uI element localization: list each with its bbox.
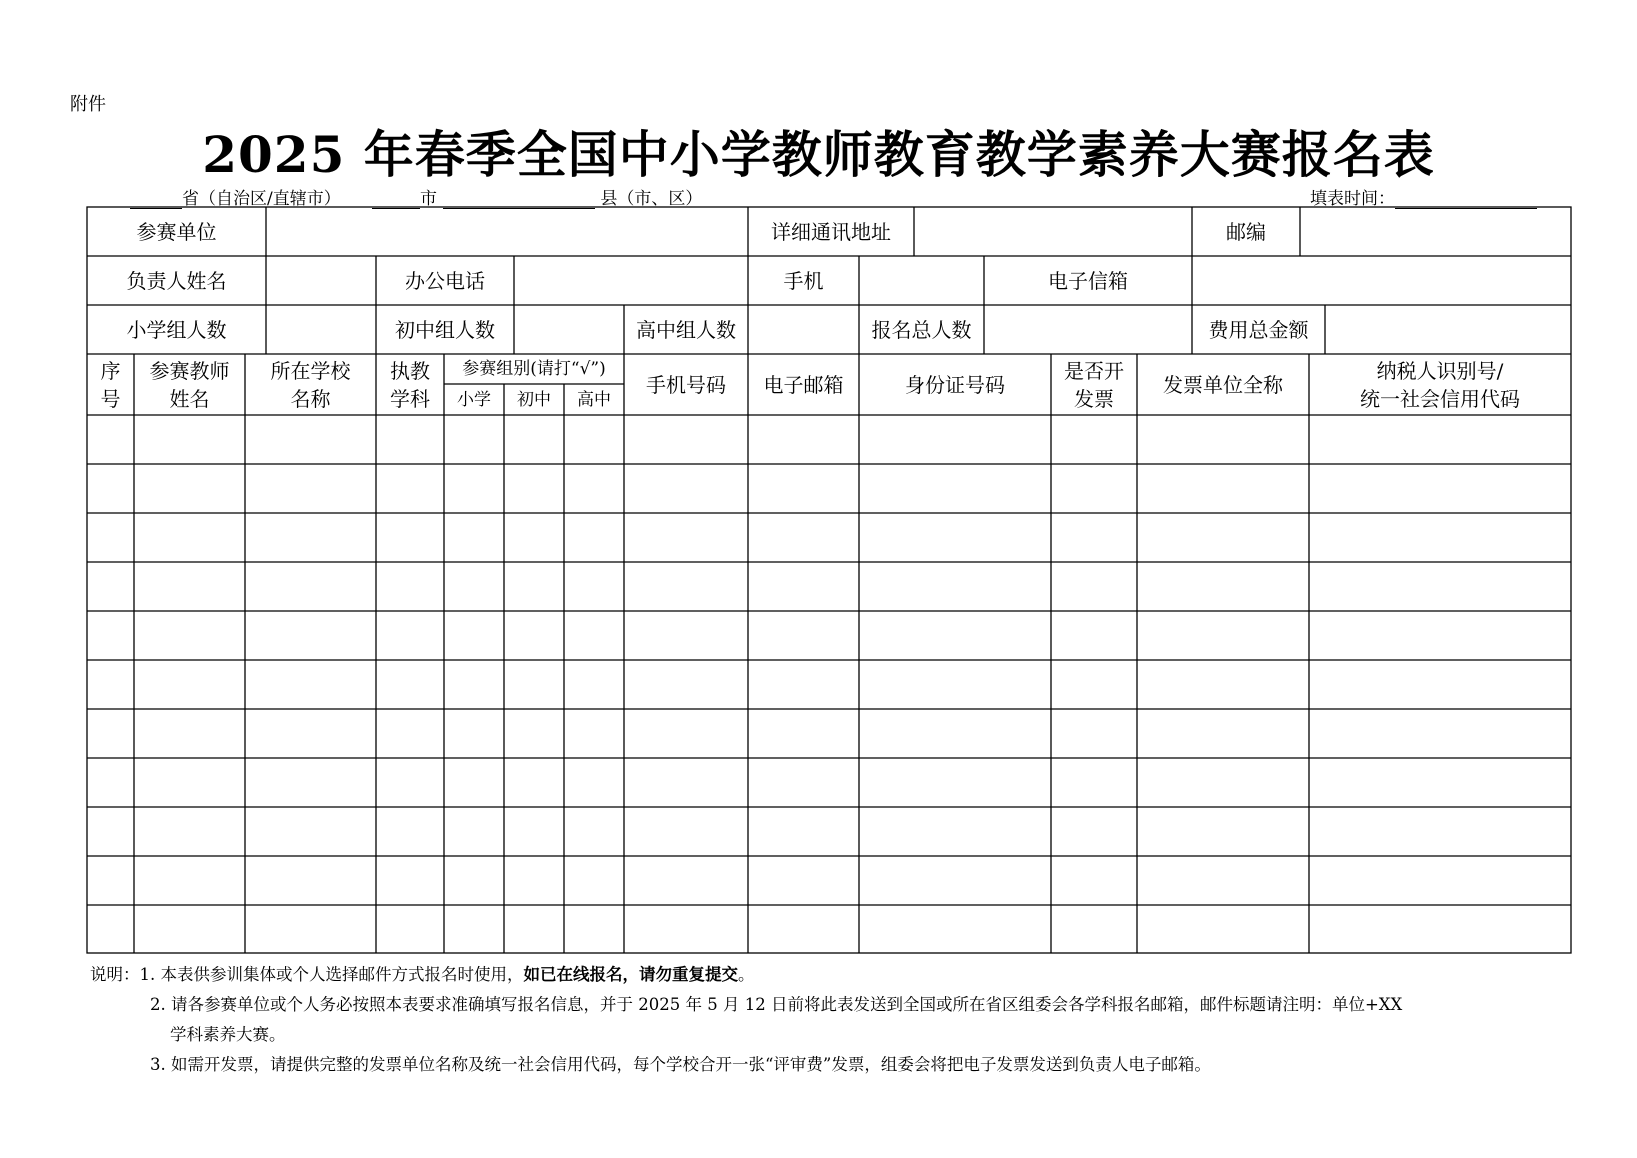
table-cell[interactable]	[624, 709, 748, 758]
table-cell[interactable]	[376, 513, 444, 562]
table-cell[interactable]	[1309, 905, 1571, 953]
table-cell[interactable]	[444, 611, 504, 660]
table-cell[interactable]	[444, 905, 504, 953]
primary-count-label: 小学组人数	[126, 317, 227, 342]
postcode-input[interactable]	[1300, 207, 1571, 256]
total-count-input[interactable]	[984, 305, 1192, 354]
total-count-label: 报名总人数	[871, 317, 972, 342]
note-3: 3. 如需开发票，请提供完整的发票单位名称及统一社会信用代码，每个学校合开一张“评审费”发票，组委会将把电子发票发送到负责人电子邮箱。	[150, 1055, 1211, 1074]
col-teacher	[134, 354, 245, 415]
email-input[interactable]	[1192, 256, 1571, 305]
table-cell[interactable]	[134, 758, 245, 807]
table-cell[interactable]	[748, 464, 859, 513]
table-cell[interactable]	[748, 856, 859, 905]
table-cell[interactable]	[245, 709, 376, 758]
table-cell[interactable]	[859, 415, 1051, 464]
note-1-emphasis: 如已在线报名，请勿重复提交	[523, 965, 738, 984]
table-cell[interactable]	[564, 562, 624, 611]
col-school	[245, 354, 376, 415]
unit-input[interactable]	[266, 207, 748, 256]
junior-count-label: 初中组人数	[395, 317, 495, 342]
table-cell[interactable]	[376, 660, 444, 709]
col-group: 参赛组别(请打“√”)	[462, 359, 606, 379]
table-cell[interactable]	[1309, 562, 1571, 611]
table-cell[interactable]	[1309, 758, 1571, 807]
table-cell[interactable]	[1137, 905, 1309, 953]
table-cell[interactable]	[1137, 513, 1309, 562]
table-cell[interactable]	[245, 758, 376, 807]
col-subject-line1: 执教	[390, 358, 430, 383]
col-taxpayer-line2: 统一社会信用代码	[1360, 386, 1520, 411]
table-cell[interactable]	[504, 709, 564, 758]
table-cell[interactable]	[624, 856, 748, 905]
table-cell[interactable]	[564, 464, 624, 513]
table-cell[interactable]	[245, 415, 376, 464]
table-cell[interactable]	[859, 905, 1051, 953]
table-cell[interactable]	[564, 611, 624, 660]
table-cell[interactable]	[748, 905, 859, 953]
email-label: 电子信箱	[1048, 268, 1128, 293]
table-cell[interactable]	[1051, 807, 1137, 856]
table-cell[interactable]	[1309, 856, 1571, 905]
table-cell[interactable]	[859, 562, 1051, 611]
table-cell[interactable]	[444, 807, 504, 856]
table-cell[interactable]	[134, 513, 245, 562]
col-invoice-unit: 发票单位全称	[1163, 372, 1283, 397]
table-cell[interactable]	[564, 415, 624, 464]
table-cell[interactable]	[1051, 905, 1137, 953]
table-cell[interactable]	[376, 415, 444, 464]
table-cell[interactable]	[376, 464, 444, 513]
table-cell[interactable]	[564, 513, 624, 562]
table-cell[interactable]	[134, 464, 245, 513]
table-cell[interactable]	[859, 464, 1051, 513]
table-cell[interactable]	[1137, 856, 1309, 905]
address-label: 详细通讯地址	[771, 219, 891, 244]
col-school-line2: 名称	[290, 386, 331, 411]
table-cell[interactable]	[1309, 611, 1571, 660]
unit-label: 参赛单位	[136, 219, 217, 244]
table-cell[interactable]	[1051, 856, 1137, 905]
col-group-senior: 高中	[577, 389, 611, 410]
col-id-number: 身份证号码	[905, 372, 1005, 397]
table-cell[interactable]	[504, 856, 564, 905]
table-cell[interactable]	[504, 905, 564, 953]
table-cell[interactable]	[245, 464, 376, 513]
table-cell[interactable]	[87, 611, 134, 660]
table-cell[interactable]	[87, 513, 134, 562]
table-cell[interactable]	[134, 807, 245, 856]
table-cell[interactable]	[444, 513, 504, 562]
table-cell[interactable]	[245, 660, 376, 709]
table-cell[interactable]	[444, 660, 504, 709]
table-cell[interactable]	[624, 415, 748, 464]
col-subject-line2: 学科	[390, 386, 430, 411]
table-cell[interactable]	[504, 562, 564, 611]
col-invoice	[1051, 354, 1137, 415]
table-cell[interactable]	[1309, 709, 1571, 758]
table-cell[interactable]	[1137, 611, 1309, 660]
table-cell[interactable]	[134, 660, 245, 709]
table-cell[interactable]	[1051, 611, 1137, 660]
table-cell[interactable]	[376, 611, 444, 660]
table-cell[interactable]	[134, 611, 245, 660]
city-label: 市	[420, 189, 437, 209]
table-cell[interactable]	[748, 709, 859, 758]
province-label: 省（自治区/直辖市）	[182, 189, 341, 209]
table-cell[interactable]	[245, 513, 376, 562]
fill-time-label: 填表时间：	[1310, 189, 1395, 209]
table-cell[interactable]	[1137, 709, 1309, 758]
senior-count-input[interactable]	[748, 305, 859, 354]
col-seq-line1: 序	[100, 358, 121, 383]
col-group-junior: 初中	[517, 389, 551, 410]
table-cell[interactable]	[1309, 807, 1571, 856]
table-cell[interactable]	[376, 807, 444, 856]
table-cell[interactable]	[444, 415, 504, 464]
table-cell[interactable]	[1137, 464, 1309, 513]
table-cell[interactable]	[1309, 513, 1571, 562]
table-cell[interactable]	[444, 464, 504, 513]
table-cell[interactable]	[444, 709, 504, 758]
note-2: 2. 请各参赛单位或个人务必按照本表要求准确填写报名信息，并于 2025 年 5 月 12 日前将此表发送到全国或所在省区组委会各学科报名邮箱，邮件标题请注明：单位+XX	[150, 995, 1403, 1014]
col-school-line1: 所在学校	[270, 358, 351, 383]
table-cell[interactable]	[859, 513, 1051, 562]
notes-section	[90, 960, 1590, 1080]
table-cell[interactable]	[564, 758, 624, 807]
table-cell[interactable]	[1051, 709, 1137, 758]
table-cell[interactable]	[1137, 807, 1309, 856]
table-cell[interactable]	[376, 856, 444, 905]
mobile-label: 手机	[783, 268, 824, 293]
office-phone-input[interactable]	[514, 256, 748, 305]
table-cell[interactable]	[504, 758, 564, 807]
table-cell[interactable]	[504, 513, 564, 562]
table-cell[interactable]	[1309, 415, 1571, 464]
junior-count-input[interactable]	[514, 305, 624, 354]
table-cell[interactable]	[376, 562, 444, 611]
senior-count-label: 高中组人数	[636, 317, 736, 342]
table-cell[interactable]	[748, 807, 859, 856]
table-cell[interactable]	[87, 464, 134, 513]
table-cell[interactable]	[87, 807, 134, 856]
table-cell[interactable]	[376, 758, 444, 807]
attachment-label: 附件	[70, 94, 106, 115]
table-cell[interactable]	[748, 415, 859, 464]
col-seq-line2: 号	[100, 386, 121, 411]
table-cell[interactable]	[1137, 562, 1309, 611]
table-cell[interactable]	[624, 464, 748, 513]
table-cell[interactable]	[1051, 513, 1137, 562]
table-cell[interactable]	[87, 562, 134, 611]
leader-name-input[interactable]	[266, 256, 376, 305]
table-cell[interactable]	[504, 415, 564, 464]
office-phone-label: 办公电话	[405, 268, 485, 293]
table-cell[interactable]	[859, 709, 1051, 758]
table-cell[interactable]	[376, 709, 444, 758]
table-cell[interactable]	[376, 905, 444, 953]
postcode-label: 邮编	[1226, 219, 1266, 244]
table-cell[interactable]	[1137, 758, 1309, 807]
table-cell[interactable]	[87, 415, 134, 464]
table-cell[interactable]	[504, 464, 564, 513]
address-input[interactable]	[914, 207, 1192, 256]
table-cell[interactable]	[624, 758, 748, 807]
table-cell[interactable]	[1051, 562, 1137, 611]
table-cell[interactable]	[748, 758, 859, 807]
table-cell[interactable]	[624, 660, 748, 709]
table-cell[interactable]	[444, 562, 504, 611]
col-taxpayer	[1309, 354, 1571, 415]
table-cell[interactable]	[134, 562, 245, 611]
page-title: 2025 年春季全国中小学教师教育教学素养大赛报名表	[202, 125, 1435, 184]
table-cell[interactable]	[245, 562, 376, 611]
table-cell[interactable]	[245, 611, 376, 660]
table-cell[interactable]	[504, 660, 564, 709]
total-fee-input[interactable]	[1325, 305, 1571, 354]
col-invoice-line1: 是否开	[1064, 358, 1124, 383]
table-cell[interactable]	[624, 905, 748, 953]
table-cell[interactable]	[1309, 660, 1571, 709]
table-cell[interactable]	[564, 905, 624, 953]
table-cell[interactable]	[624, 562, 748, 611]
table-cell[interactable]	[564, 807, 624, 856]
table-cell[interactable]	[245, 856, 376, 905]
table-cell[interactable]	[859, 807, 1051, 856]
table-cell[interactable]	[134, 709, 245, 758]
col-seq	[87, 354, 134, 415]
table-cell[interactable]	[1309, 464, 1571, 513]
table-cell[interactable]	[564, 856, 624, 905]
table-cell[interactable]	[504, 807, 564, 856]
note-1	[90, 960, 1590, 990]
total-fee-label: 费用总金额	[1208, 317, 1309, 342]
col-taxpayer-line1: 纳税人识别号/	[1376, 358, 1504, 383]
table-cell[interactable]	[1051, 464, 1137, 513]
table-cell[interactable]	[859, 611, 1051, 660]
col-phone: 手机号码	[646, 372, 726, 397]
table-cell[interactable]	[748, 513, 859, 562]
note-2-cont: 学科素养大赛。	[170, 1025, 286, 1044]
table-cell[interactable]	[859, 660, 1051, 709]
table-cell[interactable]	[87, 660, 134, 709]
table-cell[interactable]	[87, 905, 134, 953]
leader-name-label: 负责人姓名	[126, 268, 227, 293]
col-subject	[376, 354, 444, 415]
table-cell[interactable]	[748, 660, 859, 709]
table-cell[interactable]	[134, 415, 245, 464]
table-cell[interactable]	[748, 562, 859, 611]
table-cell[interactable]	[134, 905, 245, 953]
table-cell[interactable]	[87, 758, 134, 807]
table-cell[interactable]	[444, 856, 504, 905]
table-cell[interactable]	[87, 709, 134, 758]
table-cell[interactable]	[134, 856, 245, 905]
county-label: 县（市、区）	[600, 189, 703, 209]
table-cell[interactable]	[624, 611, 748, 660]
table-cell[interactable]	[1051, 415, 1137, 464]
table-cell[interactable]	[444, 758, 504, 807]
table-cell[interactable]	[564, 709, 624, 758]
col-teacher-line2: 姓名	[169, 386, 210, 411]
table-cell[interactable]	[1051, 758, 1137, 807]
col-group-primary: 小学	[457, 389, 491, 410]
col-teacher-line1: 参赛教师	[149, 358, 230, 383]
table-cell[interactable]	[504, 611, 564, 660]
table-cell[interactable]	[245, 807, 376, 856]
table-cell[interactable]	[245, 905, 376, 953]
table-cell[interactable]	[748, 611, 859, 660]
table-cell[interactable]	[624, 513, 748, 562]
table-cell[interactable]	[624, 807, 748, 856]
table-cell[interactable]	[87, 856, 134, 905]
table-cell[interactable]	[1137, 660, 1309, 709]
table-cell[interactable]	[564, 660, 624, 709]
col-invoice-line2: 发票	[1074, 386, 1114, 411]
col-email: 电子邮箱	[763, 372, 844, 397]
note-1-end: 。	[738, 965, 755, 984]
mobile-input[interactable]	[859, 256, 984, 305]
table-cell[interactable]	[1051, 660, 1137, 709]
primary-count-input[interactable]	[266, 305, 376, 354]
note-1-text: 1. 本表供参训集体或个人选择邮件方式报名时使用，	[139, 965, 524, 984]
table-cell[interactable]	[859, 856, 1051, 905]
notes-prefix: 说明：	[90, 965, 140, 984]
table-cell[interactable]	[859, 758, 1051, 807]
table-cell[interactable]	[1137, 415, 1309, 464]
